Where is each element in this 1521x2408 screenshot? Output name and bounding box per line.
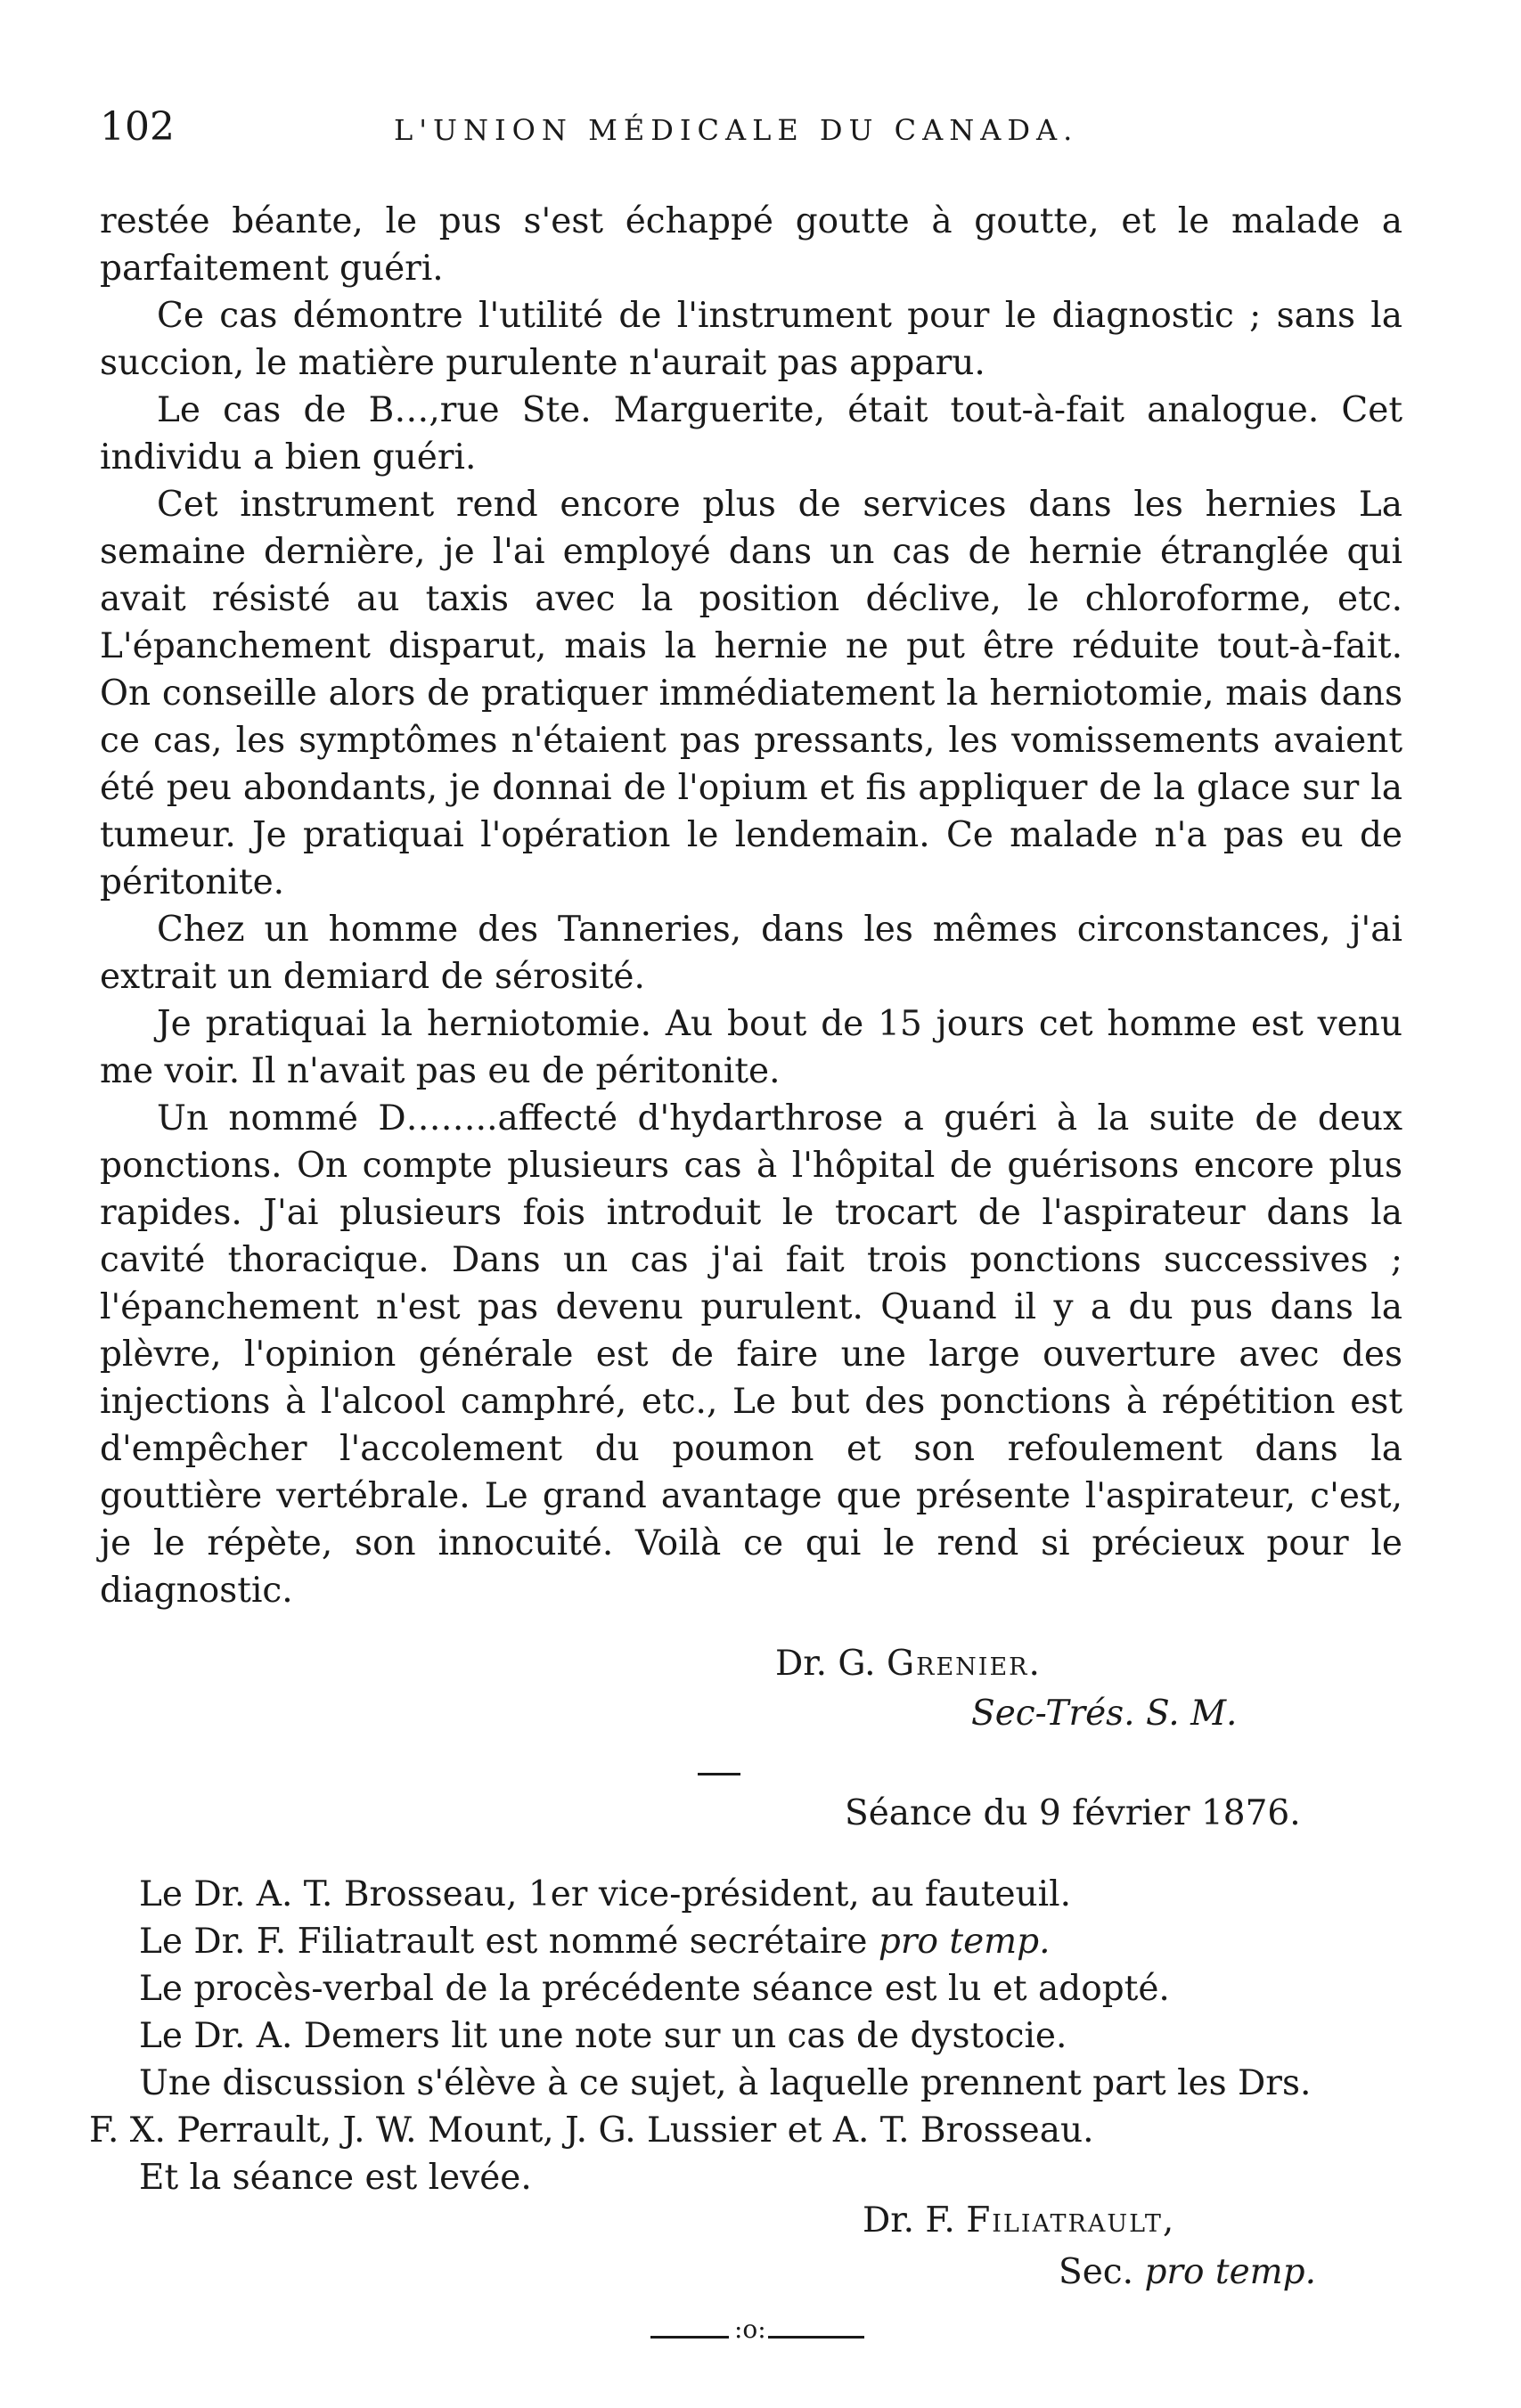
page-header: [100, 105, 1401, 159]
signature-title: Sec-Trés. S. M.: [971, 1694, 1238, 1734]
page-number: 102: [100, 104, 175, 150]
ornament-line-left: [650, 2336, 729, 2339]
signature-surname: Grenier.: [886, 1644, 1042, 1684]
paragraph: Je pratiquai la herniotomie. Au bout de 15 jours cet homme est venu me voir. Il n'avait pas eu de péritonite.: [100, 1004, 1402, 1091]
ornament-line-right: [768, 2336, 864, 2339]
paragraph: Ce cas démontre l'utilité de l'instrument pour le diagnostic ; sans la succion, le matière purulente n'aurait pas apparu.: [100, 296, 1402, 383]
minutes-italic: pro temp.: [878, 1922, 1051, 1962]
signature-name: [863, 2195, 1397, 2247]
signature-title-prefix: Sec.: [1059, 2252, 1145, 2292]
minutes-text: Le Dr. F. Filiatrault est nommé secrétaire: [139, 1922, 879, 1962]
paragraph: Un nommé D……..affecté d'hydarthrose a guéri à la suite de deux ponctions. On compte plusieurs cas à l'hôpital de guérisons encore plus rapides. J'ai plusieurs fois introduit le trocart de l'aspirateur dans la cavité thoracique. Dans un cas j'ai fait trois ponctions successives ; l'épanchement n'est pas devenu purulent. Quand il y a du pus dans la plèvre, l'opinion générale est de faire une large ouverture avec des injections à l'alcool camphré, etc., Le but des ponctions à répétition est d'empêcher l'accolement du poumon et son refoulement dans la gouttière vertébrale. Le grand avantage que présente l'aspirateur, c'est, je le répète, son innocuité. Voilà ce qui le rend si précieux pour le diagnostic.: [100, 1098, 1402, 1611]
end-ornament: [650, 2314, 864, 2350]
minutes-line: Et la séance est levée.: [139, 2158, 532, 2198]
ornament-mark: :o:: [734, 2314, 766, 2344]
minutes-line: Une discussion s'élève à ce sujet, à laquelle prennent part les Drs.: [139, 2063, 1312, 2103]
signature-surname: Filiatrault,: [966, 2200, 1176, 2241]
session-date: Séance du 9 février 1876.: [845, 1793, 1301, 1833]
paragraph: Le cas de B…,rue Ste. Marguerite, était tout-à-fait analogue. Cet individu a bien guéri.: [100, 390, 1402, 478]
running-title: L'UNION MÉDICALE DU CANADA.: [394, 113, 1079, 147]
signature-grenier: [775, 1639, 1399, 1739]
paragraph: Cet instrument rend encore plus de services dans les hernies La semaine dernière, je l'ai employé dans un cas de hernie étranglée qui avait résisté au taxis avec la position déclive, le chloroforme, etc. L'épanchement disparut, mais la hernie ne put être réduite tout-à-fait. On conseille alors de pratiquer immédiatement la herniotomie, mais dans ce cas, les symptômes n'étaient pas pressants, les vomissements avaient été peu abondants, je donnai de l'opium et fis appliquer de la glace sur la tumeur. Je pratiquai l'opération le lendemain. Ce malade n'a pas eu de péritonite.: [100, 485, 1402, 902]
paragraph: restée béante, le pus s'est échappé goutte à goutte, et le malade a parfaitement guéri.: [100, 201, 1402, 289]
minutes-line: Le Dr. A. T. Brosseau, 1er vice-président, au fauteuil.: [139, 1874, 1072, 1914]
session-minutes: [89, 1871, 1390, 2201]
minutes-line: [89, 1918, 1390, 1965]
paragraph: Chez un homme des Tanneries, dans les mêmes circonstances, j'ai extrait un demiard de sérosité.: [100, 910, 1402, 997]
signature-filiatrault: [863, 2195, 1397, 2298]
minutes-line: Le procès-verbal de la précédente séance est lu et adopté.: [139, 1969, 1170, 2009]
signature-title: [1059, 2247, 1397, 2298]
signature-prefix: Dr. F.: [863, 2200, 967, 2241]
signature-prefix: Dr. G.: [775, 1644, 887, 1684]
minutes-line: F. X. Perrault, J. W. Mount, J. G. Lussier et A. T. Brosseau.: [89, 2110, 1094, 2151]
minutes-line: Le Dr. A. Demers lit une note sur un cas de dystocie.: [139, 2016, 1067, 2056]
signature-title-italic: pro temp.: [1144, 2252, 1317, 2292]
section-divider: [698, 1773, 740, 1775]
article-body: [100, 198, 1402, 1614]
signature-name: [775, 1639, 1399, 1689]
